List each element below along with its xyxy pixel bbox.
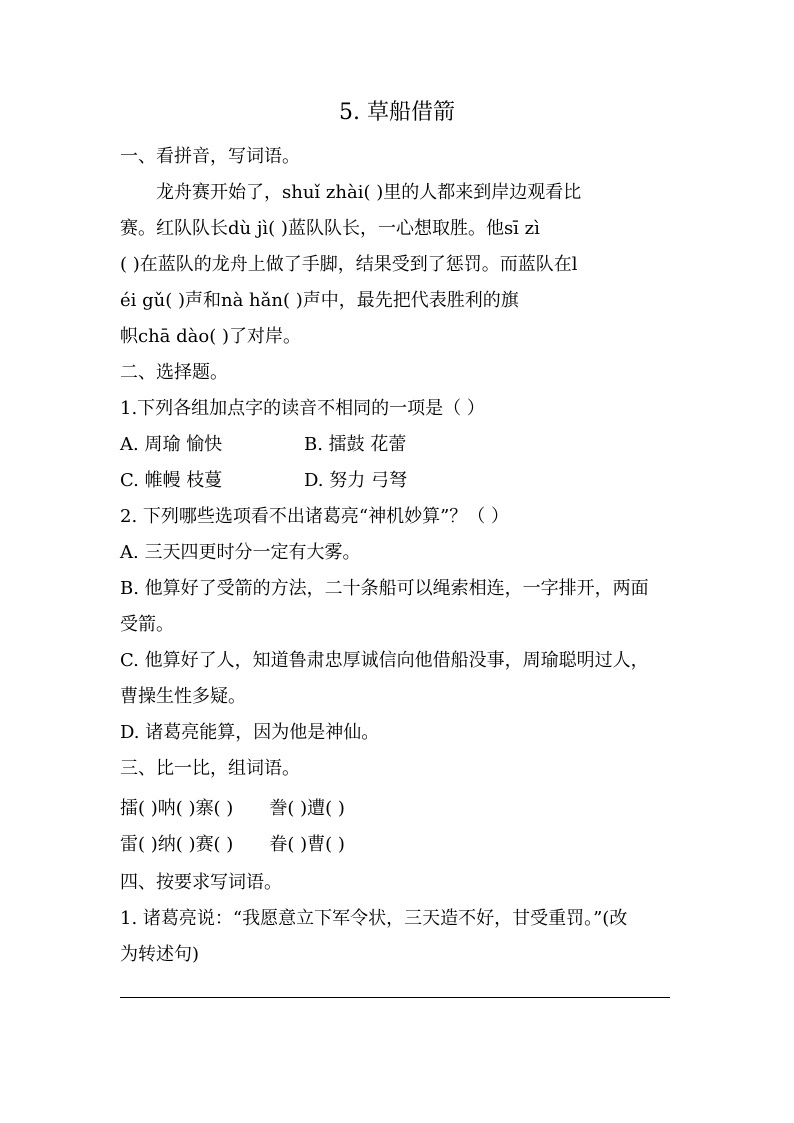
section1-paragraph-line-2: 赛。红队队长dù jì( )蓝队队长，一心想取胜。他sī zì — [120, 218, 540, 239]
question2-stem: 2. 下列哪些选项看不出诸葛亮“神机妙算”？（ ） — [120, 506, 510, 527]
option-d: D. 努力 弓弩 — [304, 470, 407, 491]
question2-option-c-line-1: C. 他算好了人，知道鲁肃忠厚诚信向他借船没事，周瑜聪明过人， — [120, 650, 649, 671]
option-c: C. 帷幔 枝蔓 — [120, 470, 223, 491]
section4-question1-line-1: 1. 诸葛亮说：“我愿意立下军令状，三天造不好，甘受重罚。”(改 — [120, 908, 628, 929]
question2-option-b-line-1: B. 他算好了受箭的方法，二十条船可以绳索相连，一字排开，两面 — [120, 578, 649, 599]
section3-heading: 三、比一比，组词语。 — [120, 758, 300, 779]
answer-line — [120, 997, 670, 998]
compare-item: 呐( ) — [157, 798, 196, 819]
compare-item: 遭( ) — [307, 798, 345, 819]
question1-options-row-2 — [120, 469, 680, 493]
question1-options-row-1 — [120, 433, 680, 457]
section2-heading: 二、选择题。 — [120, 362, 228, 383]
compare-item: 誊( ) — [269, 798, 308, 819]
option-b: B. 擂鼓 花蕾 — [304, 434, 407, 455]
question1-stem: 1.下列各组加点字的读音不相同的一项是（ ） — [120, 398, 485, 419]
section1-paragraph-line-5: 帜chā dào( )了对岸。 — [120, 326, 301, 347]
compare-row-1 — [120, 797, 680, 821]
compare-row-2 — [120, 833, 680, 857]
compare-item: 寨( ) — [195, 798, 234, 819]
section4-question1-line-2: 为转述句) — [120, 944, 200, 965]
option-a: A. 周瑜 愉快 — [120, 434, 223, 455]
compare-item: 纳( ) — [157, 834, 196, 855]
section1-paragraph-line-1: 龙舟赛开始了，shuǐ zhài( )里的人都来到岸边观看比 — [156, 182, 582, 203]
section1-paragraph-line-3: ( )在蓝队的龙舟上做了手脚，结果受到了惩罚。而蓝队在l — [120, 254, 578, 275]
section4-heading: 四、按要求写词语。 — [120, 872, 282, 893]
question2-option-b-line-2: 受箭。 — [120, 614, 174, 635]
question2-option-a: A. 三天四更时分一定有大雾。 — [120, 542, 361, 563]
compare-item: 曹( ) — [307, 834, 345, 855]
page-title: 5. 草船借箭 — [339, 100, 455, 125]
section1-heading: 一、看拼音，写词语。 — [120, 146, 300, 167]
compare-item: 雷( ) — [120, 834, 158, 855]
section1-paragraph-line-4: éi gǔ( )声和nà hǎn( )声中，最先把代表胜利的旗 — [120, 290, 519, 311]
compare-item: 赛( ) — [195, 834, 234, 855]
question2-option-d: D. 诸葛亮能算，因为他是神仙。 — [120, 722, 380, 743]
compare-item: 擂( ) — [120, 798, 158, 819]
question2-option-c-line-2: 曹操生性多疑。 — [120, 686, 246, 707]
compare-item: 眷( ) — [269, 834, 308, 855]
